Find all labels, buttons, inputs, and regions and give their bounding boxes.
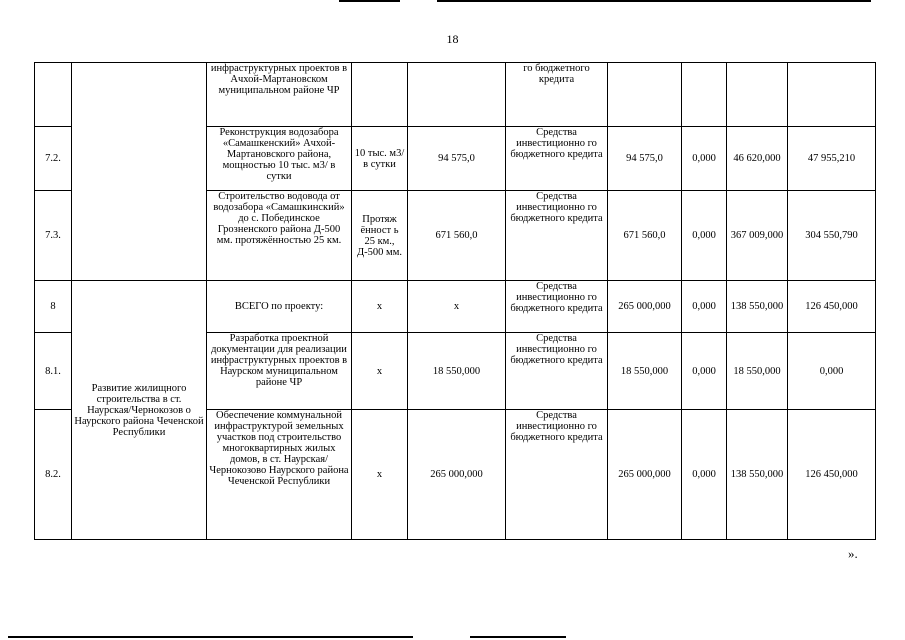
row-description: инфраструктурных проектов в Ачхой-Мартановском муниципальном районе ЧР xyxy=(207,63,352,127)
row-value-year2: 304 550,790 xyxy=(788,191,876,281)
row-value-year2: 0,000 xyxy=(788,333,876,410)
row-value-year1: 138 550,000 xyxy=(727,410,788,540)
row-number: 8.2. xyxy=(35,410,72,540)
header-rule-right xyxy=(437,0,871,2)
row-cost: 18 550,000 xyxy=(408,333,506,410)
row-number: 8 xyxy=(35,281,72,333)
row-number: 7.2. xyxy=(35,127,72,191)
row-cost: х xyxy=(408,281,506,333)
header-rule-left xyxy=(339,0,400,2)
row-value-year1: 367 009,000 xyxy=(727,191,788,281)
row-cost: 94 575,0 xyxy=(408,127,506,191)
row-funding-source: Средства инвестиционно го бюджетного кредита xyxy=(506,127,608,191)
row-description: Разработка проектной документации для реализации инфраструктурных проектов в Наурском муниципальном районе ЧР xyxy=(207,333,352,410)
row-funding-source: Средства инвестиционно го бюджетного кредита xyxy=(506,333,608,410)
row-value-year1: 46 620,000 xyxy=(727,127,788,191)
row-value-year2 xyxy=(788,63,876,127)
closing-mark: ». xyxy=(848,546,858,561)
row-capacity: х xyxy=(352,410,408,540)
table-row xyxy=(35,281,876,333)
budget-table xyxy=(34,62,876,540)
row-funding-source: Средства инвестиционно го бюджетного кредита xyxy=(506,191,608,281)
row-value-total xyxy=(608,63,682,127)
project-name-cell xyxy=(72,63,207,281)
row-capacity xyxy=(352,63,408,127)
row-number: 8.1. xyxy=(35,333,72,410)
row-value-total: 265 000,000 xyxy=(608,281,682,333)
row-number: 7.3. xyxy=(35,191,72,281)
row-value-zero: 0,000 xyxy=(682,191,727,281)
row-value-total: 265 000,000 xyxy=(608,410,682,540)
row-value-zero: 0,000 xyxy=(682,127,727,191)
row-cost: 671 560,0 xyxy=(408,191,506,281)
row-cost xyxy=(408,63,506,127)
row-description: Реконструкция водозабора «Самашкенский» Ачхой-Мартановского района, мощностью 10 тыс. м3/ в сутки xyxy=(207,127,352,191)
row-value-total: 94 575,0 xyxy=(608,127,682,191)
row-funding-source: го бюджетного кредита xyxy=(506,63,608,127)
row-description: ВСЕГО по проекту: xyxy=(207,281,352,333)
row-capacity: х xyxy=(352,333,408,410)
row-number xyxy=(35,63,72,127)
row-value-year1 xyxy=(727,63,788,127)
row-value-year1: 18 550,000 xyxy=(727,333,788,410)
row-cost: 265 000,000 xyxy=(408,410,506,540)
footer-rule-right xyxy=(470,636,566,638)
row-value-year2: 126 450,000 xyxy=(788,410,876,540)
page-number: 18 xyxy=(446,32,459,46)
table-row xyxy=(35,63,876,127)
row-value-total: 671 560,0 xyxy=(608,191,682,281)
row-capacity: Протяж ённост ь 25 км., Д-500 мм. xyxy=(352,191,408,281)
row-value-year2: 47 955,210 xyxy=(788,127,876,191)
row-capacity: 10 тыс. м3/ в сутки xyxy=(352,127,408,191)
row-value-year1: 138 550,000 xyxy=(727,281,788,333)
row-value-zero: 0,000 xyxy=(682,281,727,333)
row-capacity: х xyxy=(352,281,408,333)
row-value-zero: 0,000 xyxy=(682,410,727,540)
row-value-zero xyxy=(682,63,727,127)
row-value-total: 18 550,000 xyxy=(608,333,682,410)
row-value-zero: 0,000 xyxy=(682,333,727,410)
row-value-year2: 126 450,000 xyxy=(788,281,876,333)
row-funding-source: Средства инвестиционно го бюджетного кредита xyxy=(506,281,608,333)
footer-rule-left xyxy=(8,636,413,638)
row-description: Обеспечение коммунальной инфраструктурой земельных участков под строительство многоквартирных жилых домов, в ст. Наурская/Чернокозово Наурского района Чеченской Республики xyxy=(207,410,352,540)
row-description: Строительство водовода от водозабора «Самашкинский» до с. Побединское Грозненского района Д-500 мм. протяжённостью 25 км. xyxy=(207,191,352,281)
row-funding-source: Средства инвестиционно го бюджетного кредита xyxy=(506,410,608,540)
project-name: Развитие жилищного строительства в ст. Наурская/Чернокозов о Наурского района Чеченской Республики xyxy=(72,281,207,540)
